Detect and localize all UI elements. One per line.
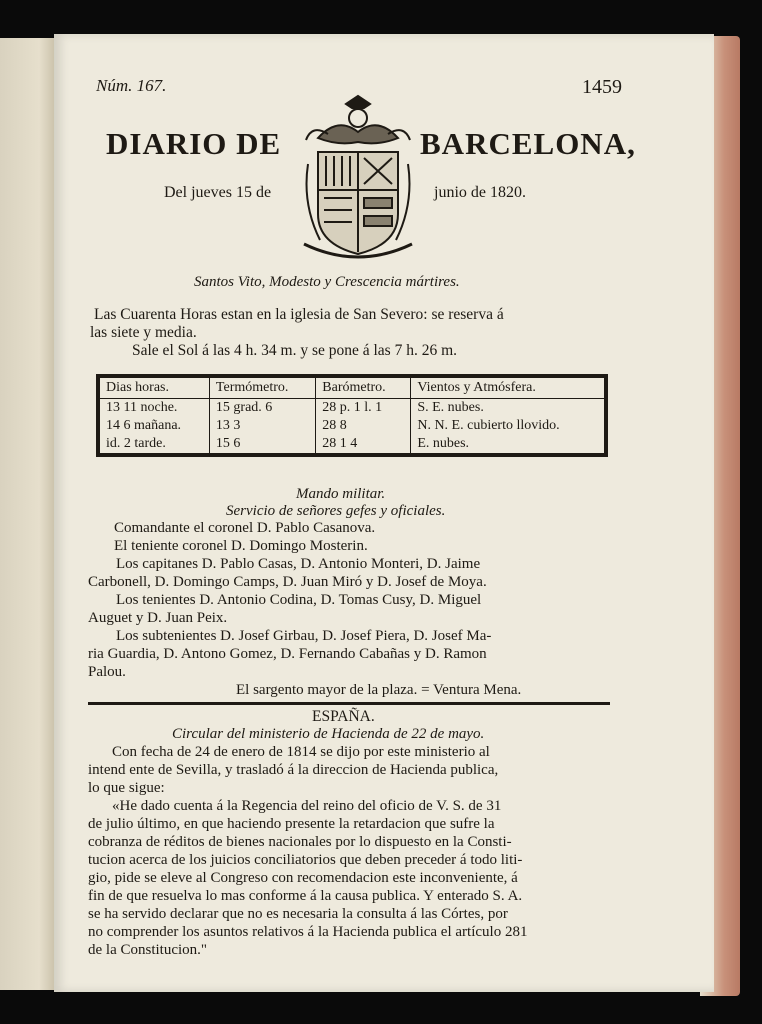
spain-heading: ESPAÑA.	[312, 708, 375, 725]
weather-header-barometer: Barómetro.	[316, 376, 411, 399]
military-line-8: ria Guardia, D. Antono Gomez, D. Fernando Cabañas y D. Ramon	[88, 646, 487, 662]
page-number: 1459	[582, 76, 622, 98]
table-cell: 15 grad. 6	[209, 399, 315, 418]
military-heading: Mando militar.	[296, 486, 386, 502]
coat-of-arms-icon	[298, 94, 418, 262]
left-page-edge	[0, 38, 56, 990]
table-cell: 15 6	[209, 435, 315, 455]
notice-line-2: las siete y media.	[90, 324, 197, 341]
table-cell: E. nubes.	[411, 435, 606, 455]
military-signature: El sargento mayor de la plaza. = Ventura Mena.	[236, 682, 522, 698]
saints-of-day: Santos Vito, Modesto y Crescencia mártires.	[194, 274, 460, 290]
masthead-title-left: DIARIO DE	[106, 126, 282, 161]
spain-line-6: cobranza de réditos de bienes nacionales por lo dispuesto en la Consti-	[88, 834, 512, 850]
spain-line-1: Con fecha de 24 de enero de 1814 se dijo por este ministerio al	[112, 744, 490, 760]
table-cell: N. N. E. cubierto llovido.	[411, 417, 606, 435]
table-cell: 28 8	[316, 417, 411, 435]
weather-header-winds: Vientos y Atmósfera.	[411, 376, 606, 399]
military-line-5: Los tenientes D. Antonio Codina, D. Tomas Cusy, D. Miguel	[116, 592, 482, 608]
sunrise-sunset: Sale el Sol á las 4 h. 34 m. y se pone á las 7 h. 26 m.	[132, 342, 458, 359]
weather-header-days: Dias horas.	[98, 376, 209, 399]
table-row	[98, 399, 606, 418]
military-line-2: El teniente coronel D. Domingo Mosterin.	[114, 538, 368, 554]
date-left: Del jueves 15 de	[164, 184, 272, 201]
spain-line-9: fin de que resuelva lo mas conforme á la causa publica. Y enterado S. A.	[88, 888, 523, 904]
section-divider	[88, 702, 610, 705]
notice-line-1: Las Cuarenta Horas estan en la iglesia de San Severo: se reserva á	[94, 306, 504, 323]
military-line-7: Los subtenientes D. Josef Girbau, D. Josef Piera, D. Josef Ma-	[116, 628, 492, 644]
issue-number: Núm. 167.	[96, 76, 167, 95]
table-row	[98, 417, 606, 435]
table-cell: 28 1 4	[316, 435, 411, 455]
spain-line-4: «He dado cuenta á la Regencia del reino del oficio de V. S. de 31	[112, 798, 502, 814]
spain-subheading: Circular del ministerio de Hacienda de 22 de mayo.	[172, 726, 485, 742]
spain-line-2: intend ente de Sevilla, y trasladó á la direccion de Hacienda publica,	[88, 762, 499, 778]
military-line-6: Auguet y D. Juan Peix.	[88, 610, 228, 626]
newspaper-page	[54, 34, 714, 992]
table-cell: 28 p. 1 l. 1	[316, 399, 411, 418]
spain-line-8: gio, pide se eleve al Congreso con recomendacion este inconveniente, á	[88, 870, 518, 886]
spain-line-5: de julio último, en que haciendo presente la retardacion que sufre la	[88, 816, 495, 832]
table-cell: 14 6 mañana.	[106, 418, 182, 433]
table-cell: id. 2 tarde.	[106, 436, 166, 451]
military-line-3: Los capitanes D. Pablo Casas, D. Antonio Monteri, D. Jaime	[116, 556, 481, 572]
spain-line-3: lo que sigue:	[88, 780, 165, 796]
table-cell: 13 3	[209, 417, 315, 435]
military-line-9: Palou.	[88, 664, 126, 680]
table-row	[98, 435, 606, 455]
weather-table	[96, 374, 608, 457]
military-line-1: Comandante el coronel D. Pablo Casanova.	[114, 520, 376, 536]
military-subheading: Servicio de señores gefes y oficiales.	[226, 503, 446, 519]
table-cell: 13 11 noche.	[106, 400, 178, 415]
spain-line-7: tucion acerca de los juicios conciliatorios que deben preceder á todo liti-	[88, 852, 523, 868]
spain-line-12: de la Constitucion."	[88, 942, 208, 958]
spain-line-11: no comprender los asuntos relativos á la Hacienda publica el artículo 281	[88, 924, 528, 940]
military-line-4: Carbonell, D. Domingo Camps, D. Juan Miró y D. Josef de Moya.	[88, 574, 487, 590]
masthead-title-right: BARCELONA,	[420, 126, 636, 161]
weather-header-thermometer: Termómetro.	[209, 376, 315, 399]
spain-line-10: se ha servido declarar que no es necesaria la consulta á las Córtes, por	[88, 906, 508, 922]
table-cell: S. E. nubes.	[411, 399, 606, 418]
date-right: junio de 1820.	[434, 184, 526, 201]
